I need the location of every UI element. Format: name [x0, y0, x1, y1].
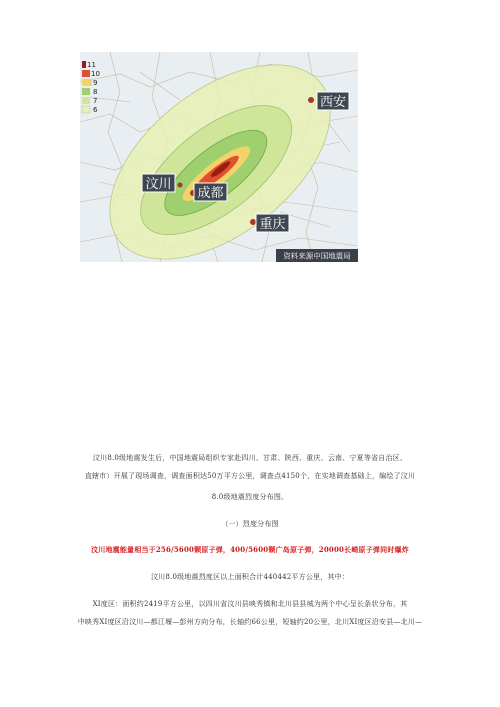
paragraph-1-line-3: 8.0级地震烈度分布图。: [211, 493, 289, 501]
wenchuan-label: 汶川: [145, 177, 172, 192]
paragraph-1-line-2: 直辖市）开展了现场调查，调查面积达50万平方公里，调查点4150个，在实地调查基础上，编绘了汶川: [84, 472, 416, 480]
legend-swatch-10: [82, 70, 90, 77]
section-heading: （一）烈度分布图: [221, 520, 279, 528]
legend-swatch-9: [82, 79, 92, 86]
chengdu-label: 成都: [197, 186, 224, 201]
legend-swatch-11: [82, 61, 86, 68]
intensity-map: [80, 52, 358, 262]
wenchuan-marker: [178, 183, 183, 188]
legend-label-10: 10: [91, 70, 100, 78]
chongqing-label: 重庆: [259, 217, 286, 232]
intensity-map-svg: [80, 52, 358, 262]
paragraph-2: 汶川8.0级地震烈度区以上面积合计440442平方公里，其中：: [150, 573, 350, 581]
legend-label-7: 7: [93, 97, 98, 105]
legend-label-6: 6: [93, 106, 98, 114]
legend-swatch-6: [82, 106, 90, 113]
highlight-text: 汶川地震能量相当于256/5600颗原子弹，400/5600颗广岛原子弹，20000长崎原子弹同时爆炸: [91, 545, 409, 554]
legend-swatch-7: [82, 97, 90, 104]
legend-label-11: 11: [87, 61, 96, 69]
credit-text: 资料来源中国地震局: [283, 251, 351, 261]
intensity-zones: [80, 52, 358, 262]
xian-label: 西安: [319, 95, 347, 110]
paragraph-3-line-2: 中映秀XI度区沿汶川—都江堰—彭州方向分布，长轴约66公里，短轴约20公里，北川XI度区沿安县—北川—: [77, 618, 423, 626]
legend-label-9: 9: [93, 79, 98, 87]
legend-swatch-8: [82, 88, 90, 95]
paragraph-1-line-1: 汶川8.0级地震发生后，中国地震局组织专家赴四川、甘肃、陕西、重庆、云南、宁夏等省自治区、: [92, 454, 408, 462]
paragraph-3-line-1: XI度区：面积约2419平方公里，以四川省汶川县映秀镇和北川县县城为两个中心呈长条状分布，其: [92, 600, 408, 608]
legend-label-8: 8: [93, 88, 98, 96]
xian-marker: [308, 97, 314, 103]
legend: [82, 61, 100, 114]
chongqing-marker: [250, 219, 256, 225]
